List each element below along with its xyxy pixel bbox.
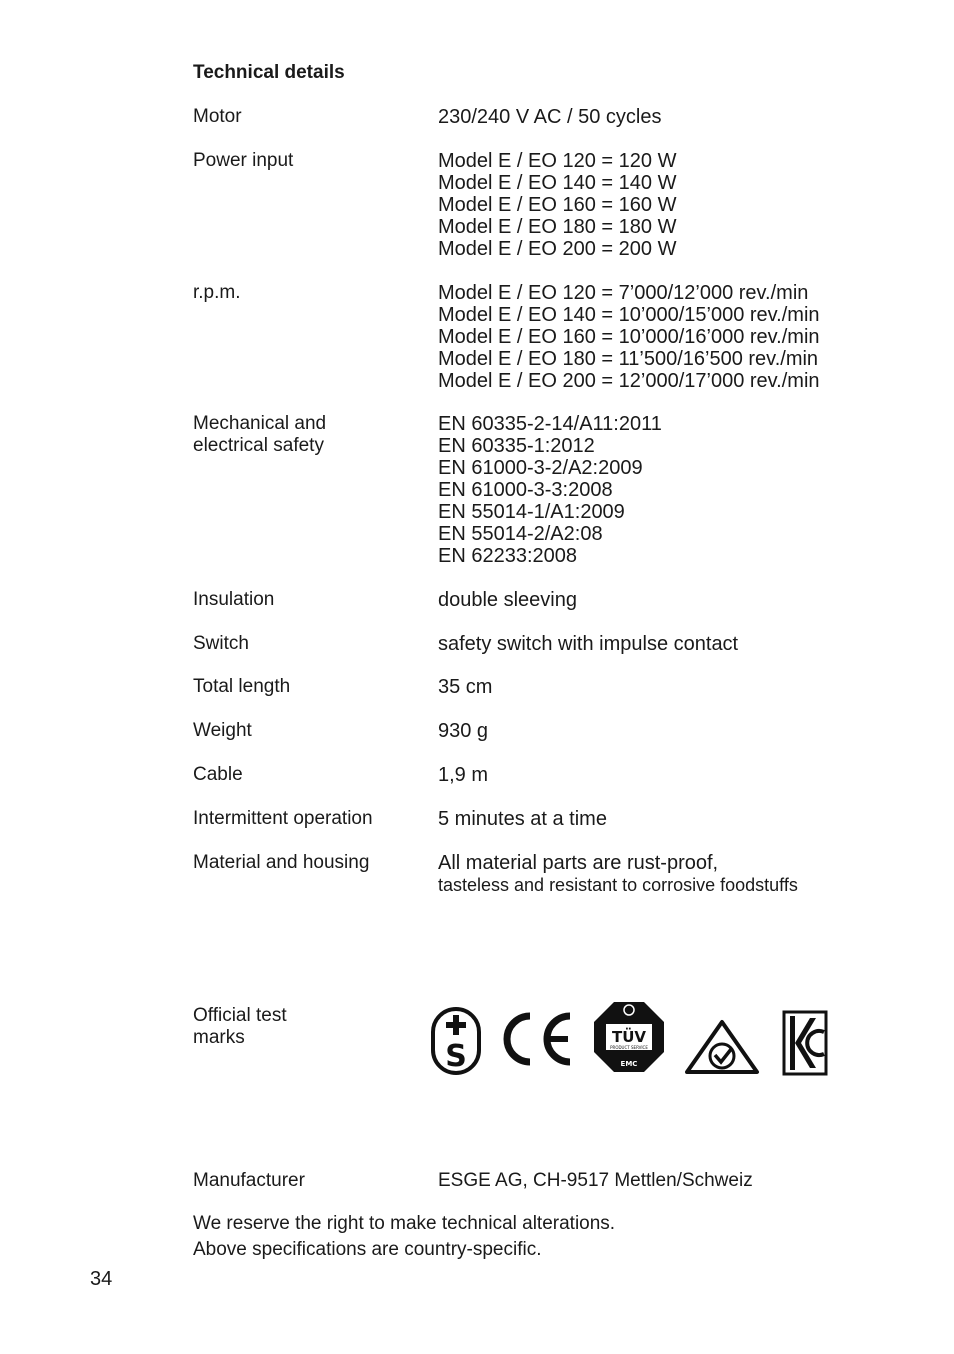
spec-value bbox=[438, 808, 607, 830]
spec-label: Intermittent operation bbox=[193, 808, 373, 829]
spec-label: Switch bbox=[193, 633, 249, 654]
value-line: 1,9 m bbox=[438, 764, 489, 786]
rcm-mark-icon bbox=[684, 1018, 760, 1076]
spec-label: r.p.m. bbox=[193, 282, 241, 303]
spec-value bbox=[438, 676, 492, 698]
spec-value bbox=[438, 764, 488, 786]
value-line: EN 55014-1/A1:2009 bbox=[438, 501, 625, 523]
test-marks bbox=[430, 998, 830, 1078]
spec-value bbox=[438, 413, 662, 567]
value-line: Model E / EO 120 = 7’000/12’000 rev./min bbox=[438, 282, 809, 304]
value-line: Model E / EO 180 = 180 W bbox=[438, 216, 677, 238]
spec-value bbox=[438, 1170, 753, 1192]
value-line: EN 60335-2-14/A11:2011 bbox=[438, 413, 662, 435]
spec-value bbox=[438, 720, 488, 742]
ce-mark-icon bbox=[498, 1010, 574, 1068]
spec-label: Mechanical and electrical safety bbox=[193, 413, 327, 456]
value-line: 5 minutes at a time bbox=[438, 808, 607, 830]
spec-label: Total length bbox=[193, 676, 291, 697]
spec-value bbox=[438, 589, 577, 611]
value-line: 930 g bbox=[438, 720, 489, 742]
spec-label: Weight bbox=[193, 720, 252, 741]
value-line: Model E / EO 200 = 12’000/17’000 rev./min bbox=[438, 370, 820, 392]
spec-label: Material and housing bbox=[193, 852, 370, 873]
value-line: ESGE AG, CH-9517 Mettlen/Schweiz bbox=[438, 1170, 753, 1191]
value-line: Model E / EO 160 = 10’000/16’000 rev./min bbox=[438, 326, 820, 348]
spec-value bbox=[438, 852, 798, 896]
spec-value bbox=[438, 633, 738, 655]
value-line: safety switch with impulse contact bbox=[438, 633, 739, 655]
value-line: Model E / EO 140 = 10’000/15’000 rev./min bbox=[438, 304, 820, 326]
value-line: tasteless and resistant to corrosive foodstuffs bbox=[438, 875, 798, 895]
spec-label: Manufacturer bbox=[193, 1170, 305, 1191]
spec-label: Cable bbox=[193, 764, 243, 785]
value-line: 230/240 V AC / 50 cycles bbox=[438, 106, 662, 128]
emc-text: EMC bbox=[620, 1060, 638, 1068]
value-line: EN 61000-3-2/A2:2009 bbox=[438, 457, 643, 479]
spec-label: Motor bbox=[193, 106, 242, 127]
swiss-safety-mark-icon bbox=[430, 1006, 482, 1076]
footer-line: Above specifications are country-specific. bbox=[193, 1239, 542, 1260]
spec-label: Official test marks bbox=[193, 1005, 287, 1048]
tuv-text: TÜV bbox=[611, 1028, 647, 1046]
value-line: EN 62233:2008 bbox=[438, 545, 578, 567]
value-line: Model E / EO 180 = 11’500/16’500 rev./min bbox=[438, 348, 819, 370]
tuv-mark-icon bbox=[592, 1000, 666, 1074]
footer-note bbox=[193, 1211, 615, 1263]
value-line: EN 60335-1:2012 bbox=[438, 435, 595, 457]
value-line: 35 cm bbox=[438, 676, 493, 698]
value-line: Model E / EO 120 = 120 W bbox=[438, 150, 677, 172]
spec-value bbox=[438, 106, 661, 128]
value-line: All material parts are rust-proof, bbox=[438, 852, 719, 874]
spec-label: Power input bbox=[193, 150, 294, 171]
footer-line: We reserve the right to make technical alterations. bbox=[193, 1213, 616, 1234]
kc-mark-icon bbox=[782, 1010, 828, 1076]
value-line: Model E / EO 200 = 200 W bbox=[438, 238, 677, 260]
value-line: EN 61000-3-3:2008 bbox=[438, 479, 613, 501]
svg-text:S: S bbox=[445, 1039, 467, 1074]
tuv-subtext: PRODUCT SERVICE bbox=[610, 1045, 648, 1050]
spec-label: Insulation bbox=[193, 589, 275, 610]
value-line: Model E / EO 140 = 140 W bbox=[438, 172, 677, 194]
value-line: EN 55014-2/A2:08 bbox=[438, 523, 603, 545]
spec-value bbox=[438, 150, 676, 260]
page-heading: Technical details bbox=[193, 62, 345, 83]
spec-value bbox=[438, 282, 820, 392]
value-line: Model E / EO 160 = 160 W bbox=[438, 194, 677, 216]
page-number: 34 bbox=[90, 1268, 113, 1290]
value-line: double sleeving bbox=[438, 589, 577, 611]
